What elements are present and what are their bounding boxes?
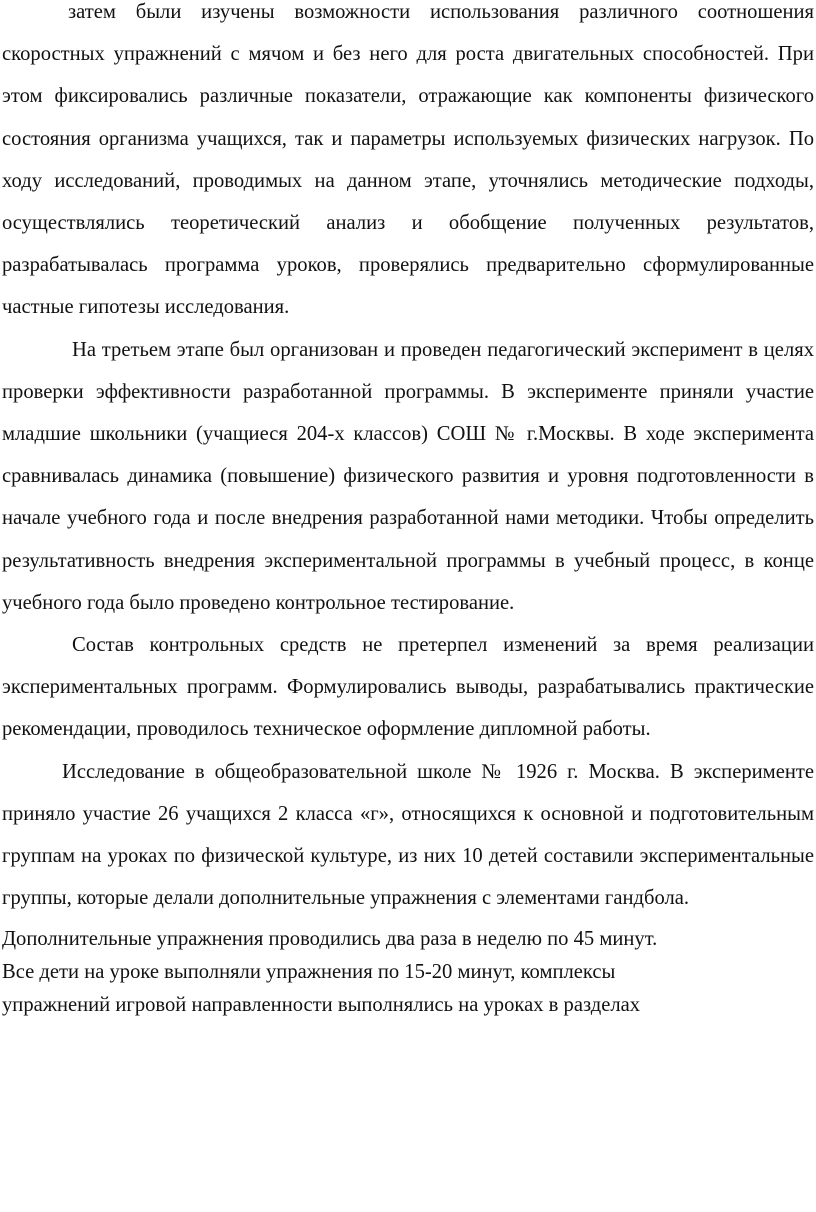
paragraph-third-stage-experiment: На третьем этапе был организован и проведен педагогический эксперимент в целях проверки эффективности разработанной программы. В эксперименте приняли участие младшие школьники (учащиеся 204-х классов) СОШ № г.Москвы. В ходе эксперимента сравнивалась динамика (повышение) физического развития и уровня подготовленности в начале учебного года и после внедрения разработанной нами методики. Чтобы определить результативность внедрения экспериментальной программы в учебный процесс, в конце учебного года было проведено контрольное тестирование. [2, 338, 814, 614]
text-line-lesson-exercises: Все дети на уроке выполняли упражнения по 15-20 минут, комплексы [2, 961, 616, 984]
paragraph-control-means: Состав контрольных средств не претерпел изменений за время реализации экспериментальных программ. Формулировались выводы, разрабатывались практические рекомендации, проводилось техническое оформление дипломной работы. [2, 634, 814, 741]
paragraph-school-research: Исследование в общеобразовательной школе № 1926 г. Москва. В эксперименте приняло участие 26 учащихся 2 класса «г», относящихся к основной и подготовительным группам на уроках по физической культуре, из них 10 детей составили экспериментальные группы, которые делали дополнительные упражнения с элементами гандбола. [2, 760, 814, 910]
text-line-game-complexes: упражнений игровой направленности выполнялись на уроках в разделах [2, 994, 641, 1017]
paragraph-research-stage-two: затем были изучены возможности использования различного соотношения скоростных упражнений с мячом и без него для роста двигательных способностей. При этом фиксировались различные показатели, отражающие как компоненты физического состояния организма учащихся, так и параметры используемых физических нагрузок. По ходу исследований, проводимых на данном этапе, уточнялись методические подходы, осуществлялись теоретический анализ и обобщение полученных результатов, разрабатывалась программа уроков, проверялись предварительно сформулированные частные гипотезы исследования. [2, 1, 814, 319]
text-line-extra-exercises: Дополнительные упражнения проводились два раза в неделю по 45 минут. [2, 928, 658, 951]
